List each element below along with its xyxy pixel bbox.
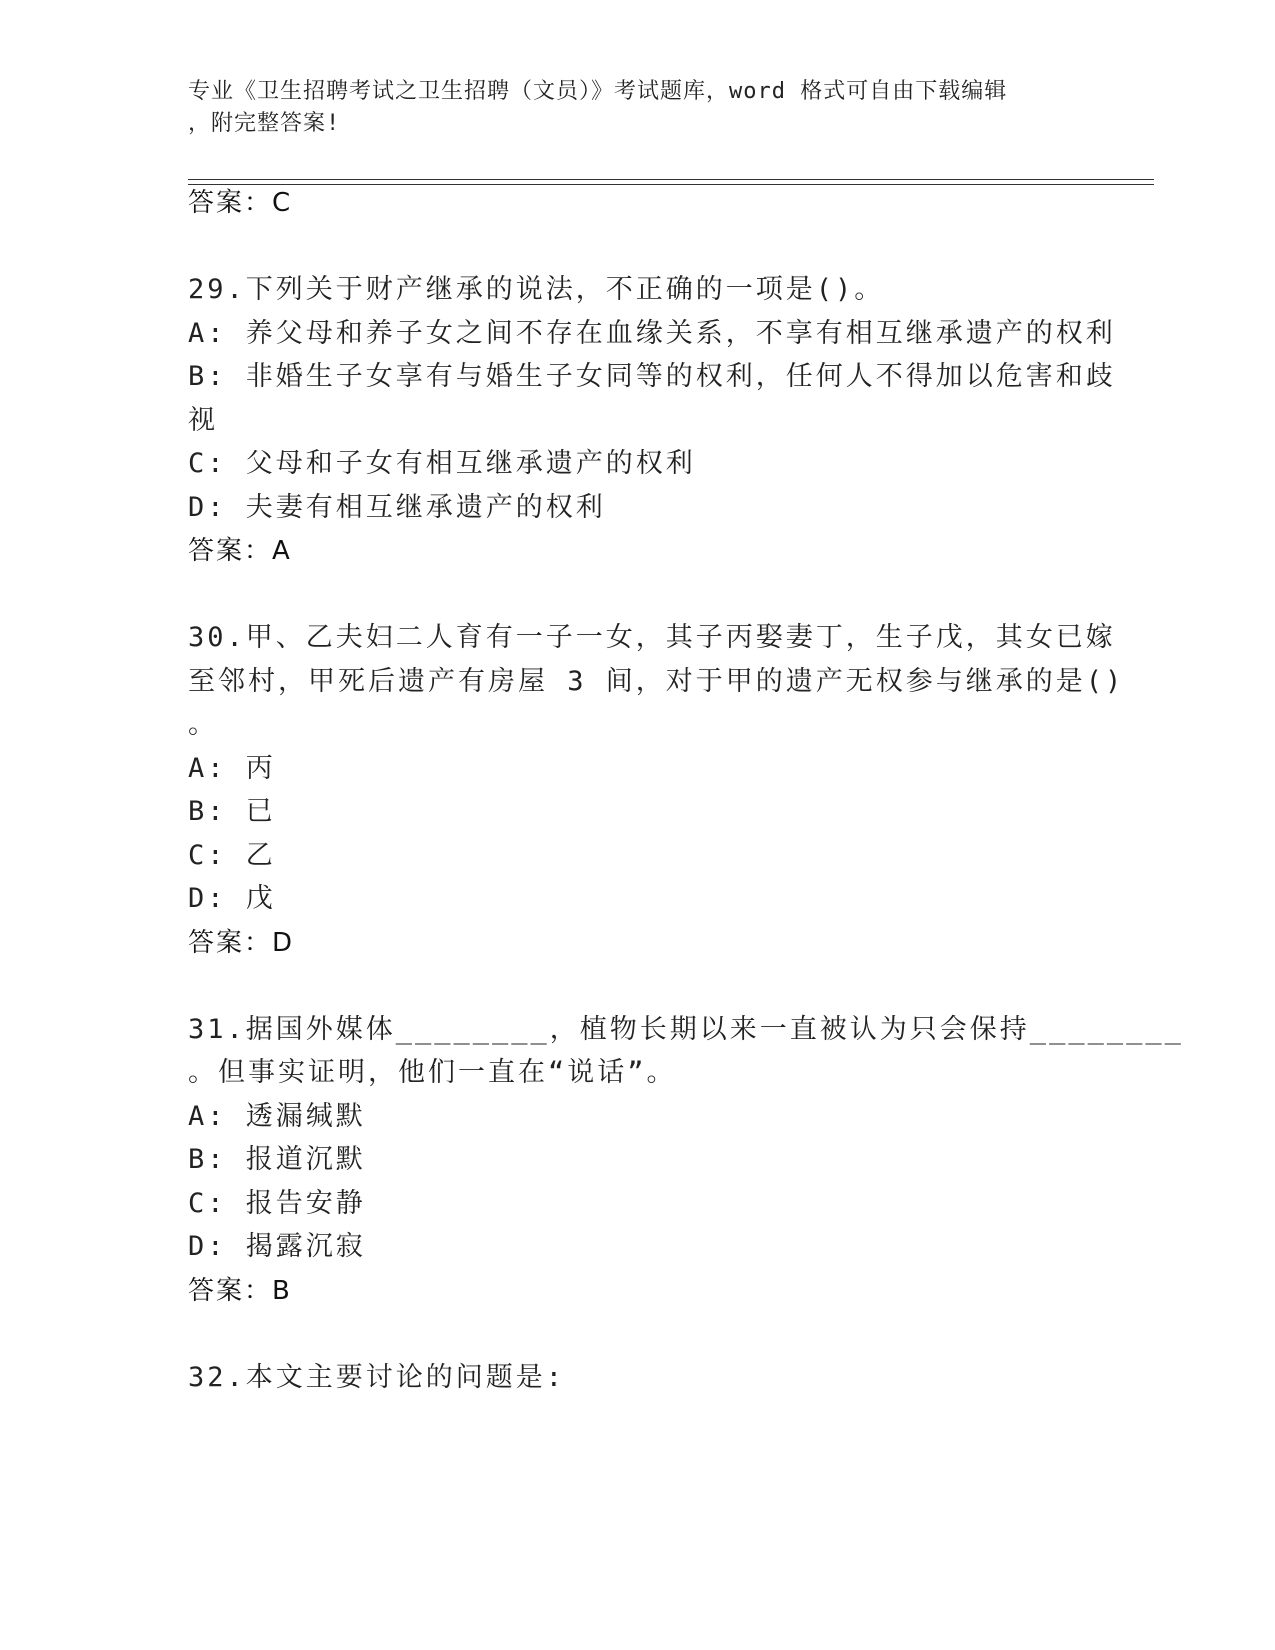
- question-31-option-c: C: 报告安静: [188, 1188, 366, 1219]
- header-divider-top: [188, 179, 1154, 180]
- question-29-stem: 29.下列关于财产继承的说法，不正确的一项是()。: [188, 274, 885, 305]
- question-29-option-a: A: 养父母和养子女之间不存在血缘关系，不享有相互继承遗产的权利: [188, 318, 1116, 349]
- question-30-option-d: D: 戊: [188, 883, 276, 914]
- question-31-option-b: B: 报道沉默: [188, 1144, 366, 1175]
- question-29-option-b: B: 非婚生子女享有与婚生子女同等的权利，任何人不得加以危害和歧: [188, 361, 1116, 392]
- header-line-1: 专业《卫生招聘考试之卫生招聘（文员）》考试题库，word 格式可自由下载编辑: [188, 79, 1008, 104]
- question-29-option-d: D: 夫妻有相互继承遗产的权利: [188, 492, 606, 523]
- question-30-answer: 答案：D: [188, 928, 295, 958]
- header-divider-bottom: [188, 184, 1154, 185]
- question-31-option-d: D: 揭露沉寂: [188, 1231, 366, 1262]
- page-header: [188, 76, 1088, 140]
- question-30-option-c: C: 乙: [188, 840, 276, 871]
- question-29-option-b-cont: 视: [188, 405, 218, 436]
- question-30-stem-line-1: 30.甲、乙夫妇二人育有一子一女，其子丙娶妻丁，生子戊，其女已嫁: [188, 622, 1116, 653]
- question-30-option-b: B: 已: [188, 796, 276, 827]
- question-31-answer: 答案：B: [188, 1276, 292, 1306]
- question-31-stem-line-1: 31.据国外媒体________，植物长期以来一直被认为只会保持________: [188, 1014, 1184, 1045]
- previous-answer: 答案：C: [188, 188, 293, 218]
- question-32-stem: 32.本文主要讨论的问题是:: [188, 1362, 566, 1393]
- question-29-answer: 答案：A: [188, 536, 292, 566]
- question-30-stem-line-3: 。: [188, 709, 218, 740]
- question-30-stem-line-2: 至邻村，甲死后遗产有房屋 3 间，对于甲的遗产无权参与继承的是(): [188, 666, 1125, 697]
- question-31-option-a: A: 透漏缄默: [188, 1101, 366, 1132]
- header-line-2: ，附完整答案!: [188, 111, 341, 136]
- question-29-option-c: C: 父母和子女有相互继承遗产的权利: [188, 448, 696, 479]
- question-30-option-a: A: 丙: [188, 753, 276, 784]
- question-31-stem-line-2: 。但事实证明，他们一直在“说话”。: [188, 1057, 677, 1088]
